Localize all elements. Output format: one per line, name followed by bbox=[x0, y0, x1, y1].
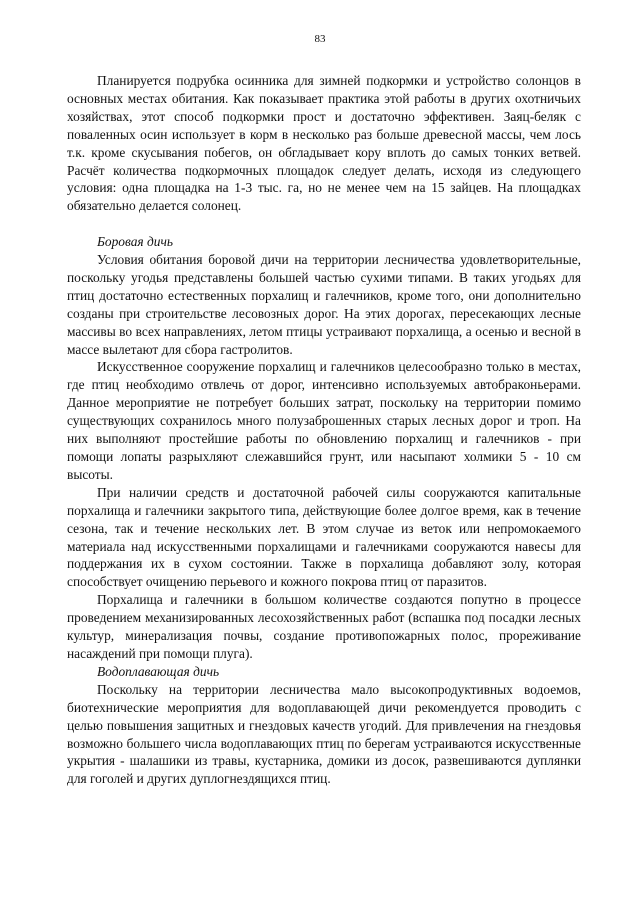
section-spacer bbox=[67, 215, 581, 233]
page-number: 83 bbox=[314, 33, 326, 45]
forest-game-paragraph-4: Порхалища и галечники в большом количестве создаются попутно в процессе проведением механизированных лесохозяйственных работ (вспашка под посадки лесных культур, минерализация почвы, создание противопожарных полос, прореживание насаждений при помощи плуга). bbox=[67, 592, 581, 661]
forest-game-paragraph-2: Искусственное сооружение порхалищ и галечников целесообразно только в местах, где птиц необходимо отвлечь от дорог, интенсивно используемых автобраконьерами. Данное мероприятие не потребует больших затрат, поскольку на территории помимо существующих сохранилось много полузаброшенных старых лесных дорог и троп. На них выполняют простейшие работы по обновлению порхалищ и галечников - при помощи лопаты разрыхляют слежавшийся грунт, или насыпают холмики 5 - 10 см высоты. bbox=[67, 359, 581, 482]
section-heading-waterfowl: Водоплавающая дичь bbox=[97, 663, 220, 679]
waterfowl-paragraph: Поскольку на территории лесничества мало высокопродуктивных водоемов, биотехнические мероприятия для водоплавающей дичи рекомендуется проводить с целью повышения защитных и гнездовых качеств угодий. Для привлечения на гнездовья возможно большего числа водоплавающих птиц по берегам устраиваются искусственные укрытия - шалашики из травы, кустарника, домики из досок, развешиваются дуплянки для гоголей и других дуплогнездящихся птиц. bbox=[67, 681, 581, 787]
intro-paragraph: Планируется подрубка осинника для зимней подкормки и устройство солонцов в основных местах обитания. Как показывает практика этой работы в других охотничьих хозяйствах, этот способ подкормки прост и достаточно эффективен. Заяц-беляк с поваленных осин использует в корм в несколько раз больше древесной массы, чем лось т.к. кроме скусывания побегов, он обгладывает кору вплоть до самых тонких ветвей. Расчёт количества подкормочных площадок следует делать, исходя из следующего условия: одна площадка на 1-3 тыс. га, но не менее чем на 15 зайцев. На площадках обязательно делается солонец. bbox=[67, 73, 581, 214]
page-body bbox=[67, 72, 581, 788]
forest-game-paragraph-3: При наличии средств и достаточной рабочей силы сооружаются капитальные порхалища и галечники закрытого типа, действующие более долгое время, как в течение сезона, так и течение нескольких лет. В этом случае из веток или непромокаемого материала над искусственными порхалищами и галечниками сооружаются навесы для поддержания их в сухом состоянии. Также в порхалища добавляют золу, которая способствует очищению перьевого и кожного покрова птиц от паразитов. bbox=[67, 484, 581, 590]
forest-game-paragraph-1: Условия обитания боровой дичи на территории лесничества удовлетворительные, поскольку угодья представлены большей частью сухими типами. В таких угодьях для птиц достаточно естественных порхалищ и галечников, кроме того, они дополнительно созданы при строительстве лесовозных дорог. На этих дорогах, пересекающих лесные массивы во всех направлениях, летом птицы устраивают порхалища, а осенью и весной в массе вылетают для сбора гастролитов. bbox=[67, 252, 581, 357]
section-heading-forest-game: Боровая дичь bbox=[97, 234, 173, 250]
